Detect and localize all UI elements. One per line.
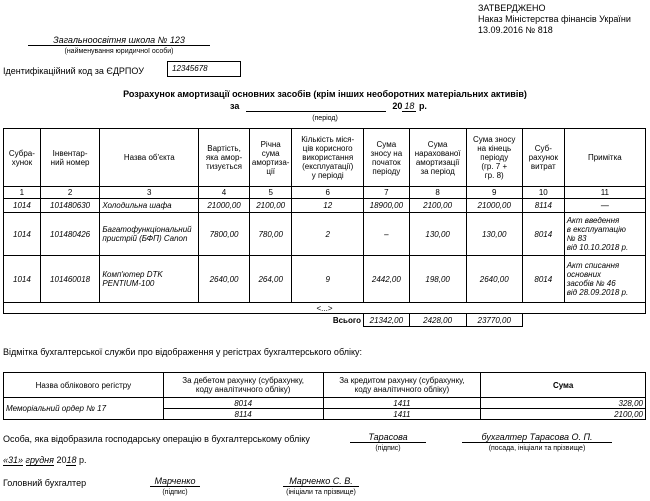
header-cell: Вартість, яка амор- тизується (199, 129, 250, 187)
date-line (3, 455, 87, 465)
col-number: 11 (564, 187, 645, 199)
register-sum: 2100,00 (481, 409, 646, 420)
header-cell: Назва об'єкта (100, 129, 199, 187)
col-number: 7 (363, 187, 409, 199)
total-wear-start: 21342,00 (363, 314, 409, 327)
header-cell: Річна сума амортиза- ції (249, 129, 292, 187)
months-cell: 2 (292, 213, 364, 256)
chief-sign-caption: (підпис) (162, 489, 188, 496)
subaccount-cell: 1014 (4, 199, 41, 213)
register-sum: 328,00 (481, 398, 646, 409)
col-number: 10 (522, 187, 564, 199)
wear-start-cell: 2442,00 (363, 256, 409, 303)
inventory-cell: 101480630 (40, 199, 100, 213)
register-table (3, 372, 646, 420)
register-name: Меморіальний ордер № 17 (4, 398, 164, 420)
chief-name-caption: (ініціали та прізвище) (286, 489, 356, 496)
header-cell: Примітка (564, 129, 645, 187)
object-name-cell: Холодильна шафа (100, 199, 199, 213)
org-name-caption: (найменування юридичної особи) (64, 48, 174, 55)
responsible-name: бухгалтер Тарасова О. П. (462, 432, 612, 443)
total-empty (522, 314, 645, 327)
period-line (230, 101, 427, 112)
table-row (4, 199, 646, 213)
total-accrued: 2428,00 (409, 314, 466, 327)
accrued-cell: 198,00 (409, 256, 466, 303)
year-prefix: 20 (392, 101, 403, 111)
subaccount-cell: 1014 (4, 256, 41, 303)
responsible-name-caption: (посада, ініціали та прізвище) (488, 445, 586, 452)
col-number: 3 (100, 187, 199, 199)
for-label: за (230, 101, 240, 111)
register-debit: 8014 (163, 398, 323, 409)
header-cell: Сума зносу на початок періоду (363, 129, 409, 187)
wear-end-cell: 21000,00 (466, 199, 522, 213)
cost-cell: 7800,00 (199, 213, 250, 256)
report-title: Розрахунок амортизації основних засобів (крім інших необоротних матеріальних активів) (123, 89, 527, 99)
register-row (4, 398, 646, 409)
register-header-cell: За кредитом рахунку (субрахунку, коду аналітичного обліку) (323, 373, 481, 398)
date-month: грудня (25, 455, 54, 465)
responsible-sign: Тарасова (350, 432, 426, 443)
note-cell: Акт введення в експлуатацію № 83 від 10.10.2018 р. (564, 213, 645, 256)
cost-cell: 2640,00 (199, 256, 250, 303)
expense-cell: 8014 (522, 256, 564, 303)
edrpou-label: Ідентифікаційний код за ЄДРПОУ (3, 66, 144, 76)
col-number: 8 (409, 187, 466, 199)
wear-start-cell: – (363, 213, 409, 256)
date-year: 18 (66, 455, 77, 465)
cost-cell: 21000,00 (199, 199, 250, 213)
total-wear-end: 23770,00 (466, 314, 522, 327)
months-cell: 9 (292, 256, 364, 303)
register-credit: 1411 (323, 398, 481, 409)
year-value: 18 (404, 101, 415, 111)
register-header-row (4, 373, 646, 398)
note-cell: — (564, 199, 645, 213)
header-cell: Сума нарахованої амортизації за період (409, 129, 466, 187)
year-suffix: р. (418, 101, 427, 111)
inventory-cell: 101480426 (40, 213, 100, 256)
date-year-prefix: 20 (56, 455, 67, 465)
header-row (4, 129, 646, 187)
col-number: 6 (292, 187, 364, 199)
accrued-cell: 130,00 (409, 213, 466, 256)
total-row (4, 314, 646, 327)
accrued-cell: 2100,00 (409, 199, 466, 213)
chief-sign: Марченко (150, 476, 200, 487)
months-cell: 12 (292, 199, 364, 213)
expense-cell: 8114 (522, 199, 564, 213)
wear-end-cell: 130,00 (466, 213, 522, 256)
col-number: 5 (249, 187, 292, 199)
header-cell: Інвентар- ний номер (40, 129, 100, 187)
col-number: 2 (40, 187, 100, 199)
register-credit: 1411 (323, 409, 481, 420)
edrpou-value: 12345678 (167, 61, 241, 77)
ellipsis-cell: <...> (4, 303, 646, 314)
register-debit: 8114 (163, 409, 323, 420)
chief-label: Головний бухгалтер (3, 478, 87, 488)
col-number-row (4, 187, 646, 199)
expense-cell: 8014 (522, 213, 564, 256)
approval-line-1: ЗАТВЕРДЖЕНО (478, 3, 546, 13)
org-name: Загальноосвітня школа № 123 (28, 35, 210, 46)
total-label: Всього (4, 314, 364, 327)
annual-cell: 264,00 (249, 256, 292, 303)
approval-line-3: 13.09.2016 № 818 (478, 25, 553, 35)
wear-start-cell: 18900,00 (363, 199, 409, 213)
approval-line-2: Наказ Міністерства фінансів України (478, 14, 631, 24)
register-header-cell: Назва облікового регістру (4, 373, 164, 398)
object-name-cell: Комп'ютер DTK PENTIUM-100 (100, 256, 199, 303)
header-cell: Сума зносу на кінець періоду (гр. 7 + гр. 8) (466, 129, 522, 187)
responsible-sign-caption: (підпис) (375, 445, 401, 452)
subaccount-cell: 1014 (4, 213, 41, 256)
col-number: 1 (4, 187, 41, 199)
register-header-cell: За дебетом рахунку (субрахунку, коду аналітичного обліку) (163, 373, 323, 398)
col-number: 9 (466, 187, 522, 199)
inventory-cell: 101460018 (40, 256, 100, 303)
header-cell: Кількість міся- ців корисного використання (експлуатації) у періоді (292, 129, 364, 187)
accounting-note: Відмітка бухгалтерської служби про відображення у регістрах бухгалтерського обліку: (3, 347, 362, 357)
table-row (4, 256, 646, 303)
annual-cell: 2100,00 (249, 199, 292, 213)
period-caption: (період) (312, 115, 338, 122)
col-number: 4 (199, 187, 250, 199)
wear-end-cell: 2640,00 (466, 256, 522, 303)
annual-cell: 780,00 (249, 213, 292, 256)
ellipsis-row (4, 303, 646, 314)
register-header-cell: Сума (481, 373, 646, 398)
period-blank (246, 111, 386, 112)
object-name-cell: Багатофункціональний пристрій (БФП) Canon (100, 213, 199, 256)
responsible-label: Особа, яка відобразила господарську операцію в бухгалтерському обліку (3, 434, 310, 444)
header-cell: Суб- рахунок витрат (522, 129, 564, 187)
note-cell: Акт списання основних засобів № 46 від 28.09.2018 р. (564, 256, 645, 303)
header-cell: Субра- хунок (4, 129, 41, 187)
depreciation-table (3, 128, 646, 327)
date-day: «31» (3, 455, 24, 465)
date-suffix: р. (79, 455, 87, 465)
table-row (4, 213, 646, 256)
chief-name: Марченко С. В. (283, 476, 359, 487)
